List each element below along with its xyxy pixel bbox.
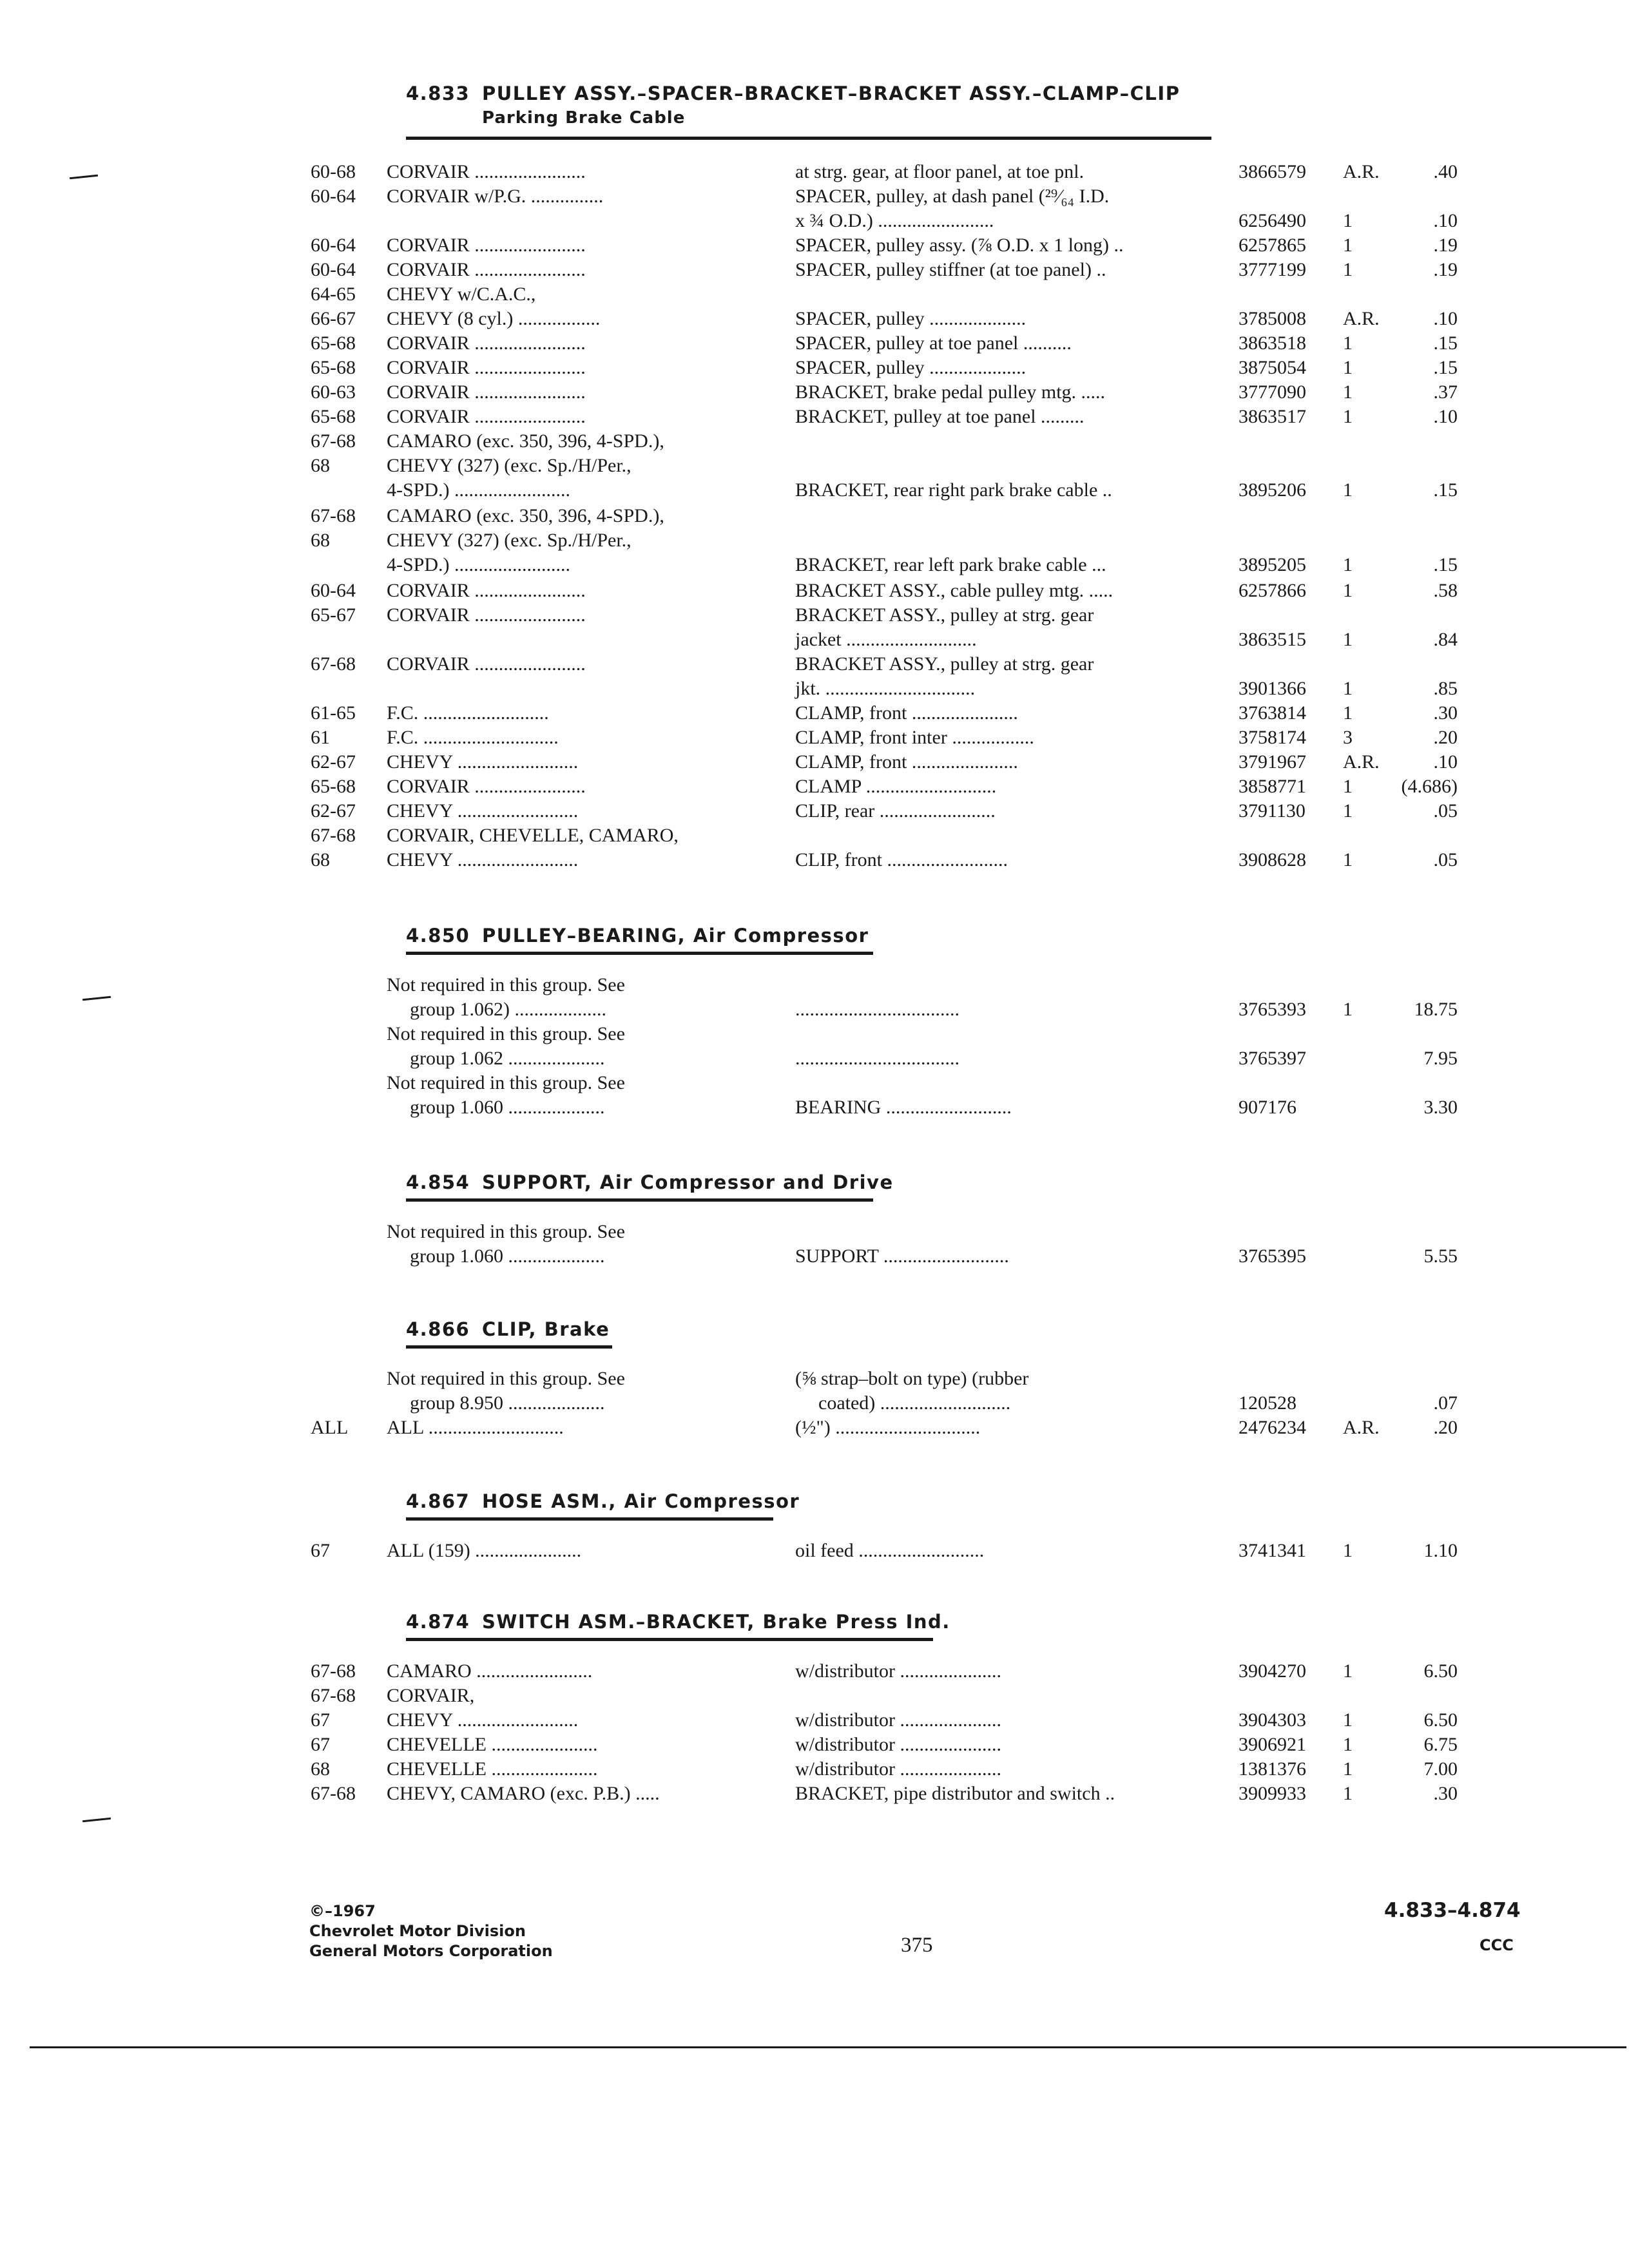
cell-year: 60-64	[311, 259, 356, 280]
cell-year: 67-68	[311, 1685, 356, 1706]
cell-price: 1.10	[1423, 1540, 1458, 1561]
cell-description: w/distributor .....................	[795, 1709, 1001, 1731]
cell-part-number: 3777090	[1239, 381, 1306, 403]
cell-part-number: 3765393	[1239, 999, 1306, 1020]
page-number: 375	[901, 1934, 933, 1957]
cell-description: CLIP, rear ........................	[795, 800, 996, 822]
cell-model: group 1.062 ....................	[410, 1048, 605, 1069]
cell-model: CAMARO ........................	[387, 1660, 593, 1682]
cell-year: 67-68	[311, 1660, 356, 1682]
cell-part-number: 6256490	[1239, 210, 1306, 231]
cell-model: CHEVY (8 cyl.) .................	[387, 308, 601, 329]
cell-part-number: 3863518	[1239, 332, 1306, 354]
cell-price: .30	[1433, 702, 1458, 724]
cell-year: 60-64	[311, 186, 356, 207]
cell-price: .10	[1433, 210, 1458, 231]
copyright: ©–1967	[309, 1902, 376, 1920]
margin-mark	[70, 175, 98, 180]
section-underline	[406, 1345, 612, 1349]
cell-model: Not required in this group. See	[387, 1368, 625, 1389]
cell-model: Not required in this group. See	[387, 1221, 625, 1242]
cell-part-number: 3763814	[1239, 702, 1306, 724]
cell-quantity: A.R.	[1343, 161, 1380, 182]
cell-description: w/distributor .....................	[795, 1758, 1001, 1780]
cell-quantity: 1	[1343, 381, 1353, 403]
bottom-rule	[30, 2046, 1626, 2048]
cell-quantity: 1	[1343, 332, 1353, 354]
cell-quantity: 1	[1343, 554, 1353, 575]
cell-part-number: 3758174	[1239, 727, 1306, 748]
cell-description: jacket ...........................	[795, 629, 977, 650]
cell-quantity: 1	[1343, 1783, 1353, 1804]
cell-description: x ¾ O.D.) ........................	[795, 210, 994, 231]
cell-quantity: 3	[1343, 727, 1353, 748]
cell-description: jkt. ...............................	[795, 678, 976, 699]
cell-price: (4.686)	[1401, 776, 1458, 797]
cell-part-number: 2476234	[1239, 1417, 1306, 1438]
cell-description: CLIP, front .........................	[795, 849, 1008, 870]
cell-description: SUPPORT ..........................	[795, 1245, 1009, 1267]
cell-quantity: 1	[1343, 210, 1353, 231]
cell-model: Not required in this group. See	[387, 1023, 625, 1044]
cell-price: .30	[1433, 1783, 1458, 1804]
cell-model: CHEVELLE ......................	[387, 1734, 598, 1755]
catalog-code: CCC	[1480, 1936, 1514, 1954]
cell-year: 61-65	[311, 702, 356, 724]
cell-description: SPACER, pulley ....................	[795, 357, 1027, 378]
cell-quantity: 1	[1343, 800, 1353, 822]
cell-quantity: 1	[1343, 702, 1353, 724]
cell-description: ..................................	[795, 999, 959, 1020]
section-title: HOSE ASM., Air Compressor	[482, 1490, 800, 1512]
cell-part-number: 3909933	[1239, 1783, 1306, 1804]
cell-year: 67-68	[311, 1783, 356, 1804]
cell-quantity: 1	[1343, 235, 1353, 256]
section-code: 4.874	[406, 1611, 470, 1633]
cell-price: 6.50	[1423, 1709, 1458, 1731]
cell-quantity: 1	[1343, 849, 1353, 870]
margin-mark	[82, 1818, 111, 1823]
cell-part-number: 3901366	[1239, 678, 1306, 699]
cell-year: 60-68	[311, 161, 356, 182]
cell-part-number: 3785008	[1239, 308, 1306, 329]
cell-description: SPACER, pulley assy. (⅞ O.D. x 1 long) ..	[795, 235, 1124, 256]
cell-year: 68	[311, 1758, 330, 1780]
cell-part-number: 3791130	[1239, 800, 1306, 822]
cell-quantity: 1	[1343, 1758, 1353, 1780]
section-code: 4.850	[406, 925, 470, 947]
cell-price: 6.50	[1423, 1660, 1458, 1682]
cell-price: .37	[1433, 381, 1458, 403]
cell-quantity: A.R.	[1343, 751, 1380, 773]
cell-price: .40	[1433, 161, 1458, 182]
cell-year: 62-67	[311, 751, 356, 773]
cell-price: .15	[1433, 479, 1458, 501]
cell-model: CHEVY, CAMARO (exc. P.B.) .....	[387, 1783, 660, 1804]
section-subtitle: Parking Brake Cable	[482, 108, 686, 128]
company-line-2: General Motors Corporation	[309, 1942, 553, 1960]
cell-part-number: 6257865	[1239, 235, 1306, 256]
cell-model: 4-SPD.) ........................	[387, 479, 571, 501]
cell-price: 7.95	[1423, 1048, 1458, 1069]
cell-model: Not required in this group. See	[387, 1072, 625, 1093]
cell-model: CORVAIR .......................	[387, 235, 586, 256]
cell-year: 60-64	[311, 235, 356, 256]
cell-model: CORVAIR, CHEVELLE, CAMARO,	[387, 825, 679, 846]
section-code: 4.867	[406, 1490, 470, 1512]
cell-description: BRACKET, pulley at toe panel .........	[795, 406, 1084, 427]
cell-model: CHEVY w/C.A.C.,	[387, 284, 536, 305]
cell-part-number: 3777199	[1239, 259, 1306, 280]
section-title: PULLEY–BEARING, Air Compressor	[482, 925, 869, 947]
cell-description: BEARING ..........................	[795, 1097, 1012, 1118]
cell-quantity: 1	[1343, 1709, 1353, 1731]
cell-description: BRACKET, pipe distributor and switch ..	[795, 1783, 1115, 1804]
cell-price: .20	[1433, 1417, 1458, 1438]
cell-price: .15	[1433, 554, 1458, 575]
cell-description: SPACER, pulley stiffner (at toe panel) ..	[795, 259, 1106, 280]
cell-description: ..................................	[795, 1048, 959, 1069]
cell-description: BRACKET, rear left park brake cable ...	[795, 554, 1106, 575]
section-underline	[406, 952, 873, 955]
cell-quantity: A.R.	[1343, 308, 1380, 329]
cell-year: 67-68	[311, 653, 356, 675]
cell-description: BRACKET, rear right park brake cable ..	[795, 479, 1112, 501]
cell-description: oil feed ..........................	[795, 1540, 985, 1561]
cell-quantity: 1	[1343, 678, 1353, 699]
cell-description: (½") ..............................	[795, 1417, 981, 1438]
cell-quantity: 1	[1343, 999, 1353, 1020]
cell-part-number: 3866579	[1239, 161, 1306, 182]
cell-part-number: 907176	[1239, 1097, 1296, 1118]
cell-price: .10	[1433, 406, 1458, 427]
section-code: 4.866	[406, 1318, 470, 1340]
cell-year: 62-67	[311, 800, 356, 822]
cell-model: CHEVY .........................	[387, 1709, 579, 1731]
cell-model: group 8.950 ....................	[410, 1392, 605, 1414]
cell-quantity: 1	[1343, 1540, 1353, 1561]
section-underline	[406, 1517, 773, 1521]
cell-model: CORVAIR .......................	[387, 604, 586, 626]
cell-description: w/distributor .....................	[795, 1660, 1001, 1682]
cell-price: 3.30	[1423, 1097, 1458, 1118]
cell-model: CORVAIR .......................	[387, 580, 586, 601]
section-underline	[406, 1198, 873, 1202]
cell-model: ALL (159) ......................	[387, 1540, 582, 1561]
cell-description: BRACKET ASSY., cable pulley mtg. .....	[795, 580, 1113, 601]
cell-model: CHEVY .........................	[387, 849, 579, 870]
cell-year: 68	[311, 455, 330, 476]
cell-price: .05	[1433, 800, 1458, 822]
cell-year: 67-68	[311, 430, 356, 452]
cell-part-number: 6257866	[1239, 580, 1306, 601]
cell-price: .20	[1433, 727, 1458, 748]
cell-quantity: 1	[1343, 1734, 1353, 1755]
cell-model: CHEVY (327) (exc. Sp./H/Per.,	[387, 530, 631, 551]
cell-model: CORVAIR .......................	[387, 332, 586, 354]
cell-model: CORVAIR .......................	[387, 653, 586, 675]
section-underline	[406, 1638, 933, 1641]
cell-part-number: 3741341	[1239, 1540, 1306, 1561]
cell-description: SPACER, pulley at toe panel ..........	[795, 332, 1072, 354]
cell-part-number: 3863515	[1239, 629, 1306, 650]
section-range: 4.833–4.874	[1384, 1899, 1521, 1922]
cell-model: group 1.062) ...................	[410, 999, 606, 1020]
cell-price: .15	[1433, 357, 1458, 378]
cell-price: .15	[1433, 332, 1458, 354]
cell-model: CORVAIR .......................	[387, 259, 586, 280]
cell-year: 65-68	[311, 357, 356, 378]
cell-price: .05	[1433, 849, 1458, 870]
cell-description: at strg. gear, at floor panel, at toe pnl.	[795, 161, 1084, 182]
cell-description: w/distributor .....................	[795, 1734, 1001, 1755]
cell-model: CORVAIR .......................	[387, 161, 586, 182]
cell-description: CLAMP, front inter .................	[795, 727, 1034, 748]
cell-model: ALL ............................	[387, 1417, 564, 1438]
cell-model: group 1.060 ....................	[410, 1245, 605, 1267]
cell-quantity: 1	[1343, 357, 1353, 378]
cell-model: CAMARO (exc. 350, 396, 4-SPD.),	[387, 430, 664, 452]
section-underline	[406, 137, 1211, 140]
section-title: PULLEY ASSY.–SPACER–BRACKET–BRACKET ASSY.–CLAMP–CLIP	[482, 82, 1181, 104]
cell-year: 67-68	[311, 505, 356, 526]
cell-quantity: 1	[1343, 776, 1353, 797]
cell-model: Not required in this group. See	[387, 974, 625, 995]
section-title: SWITCH ASM.–BRACKET, Brake Press Ind.	[482, 1611, 950, 1633]
cell-part-number: 120528	[1239, 1392, 1296, 1414]
cell-year: 66-67	[311, 308, 356, 329]
cell-model: CORVAIR w/P.G. ...............	[387, 186, 604, 207]
cell-model: CORVAIR .......................	[387, 776, 586, 797]
cell-description: SPACER, pulley, at dash panel (²⁹⁄₆₄ I.D.	[795, 186, 1110, 207]
cell-part-number: 3863517	[1239, 406, 1306, 427]
cell-model: CORVAIR .......................	[387, 406, 586, 427]
cell-description: coated) ...........................	[818, 1392, 1011, 1414]
cell-model: F.C. ..........................	[387, 702, 549, 724]
cell-price: .19	[1433, 259, 1458, 280]
cell-part-number: 3895206	[1239, 479, 1306, 501]
cell-price: .10	[1433, 308, 1458, 329]
cell-year: 65-67	[311, 604, 356, 626]
cell-year: 68	[311, 849, 330, 870]
cell-model: CAMARO (exc. 350, 396, 4-SPD.),	[387, 505, 664, 526]
cell-year: 60-63	[311, 381, 356, 403]
cell-model: CHEVY (327) (exc. Sp./H/Per.,	[387, 455, 631, 476]
cell-year: 65-68	[311, 776, 356, 797]
cell-description: CLAMP, front ......................	[795, 702, 1018, 724]
cell-quantity: 1	[1343, 580, 1353, 601]
company-line-1: Chevrolet Motor Division	[309, 1922, 526, 1940]
cell-price: .85	[1433, 678, 1458, 699]
margin-mark	[82, 996, 111, 1001]
cell-part-number: 3908628	[1239, 849, 1306, 870]
section-code: 4.854	[406, 1171, 470, 1193]
cell-model: F.C. ............................	[387, 727, 559, 748]
cell-price: .07	[1433, 1392, 1458, 1414]
cell-part-number: 3904270	[1239, 1660, 1306, 1682]
cell-description: CLAMP, front ......................	[795, 751, 1018, 773]
cell-part-number: 3858771	[1239, 776, 1306, 797]
cell-price: .58	[1433, 580, 1458, 601]
cell-price: 6.75	[1423, 1734, 1458, 1755]
cell-quantity: 1	[1343, 629, 1353, 650]
cell-part-number: 3895205	[1239, 554, 1306, 575]
cell-part-number: 3906921	[1239, 1734, 1306, 1755]
cell-price: .84	[1433, 629, 1458, 650]
cell-model: CORVAIR .......................	[387, 381, 586, 403]
cell-description: BRACKET ASSY., pulley at strg. gear	[795, 604, 1094, 626]
section-title: SUPPORT, Air Compressor and Drive	[482, 1171, 894, 1193]
cell-part-number: 3791967	[1239, 751, 1306, 773]
cell-description: SPACER, pulley ....................	[795, 308, 1027, 329]
cell-model: group 1.060 ....................	[410, 1097, 605, 1118]
cell-quantity: 1	[1343, 406, 1353, 427]
cell-description: BRACKET ASSY., pulley at strg. gear	[795, 653, 1094, 675]
cell-description: BRACKET, brake pedal pulley mtg. .....	[795, 381, 1106, 403]
cell-description: CLAMP ...........................	[795, 776, 997, 797]
cell-part-number: 1381376	[1239, 1758, 1306, 1780]
cell-price: 5.55	[1423, 1245, 1458, 1267]
cell-model: CORVAIR .......................	[387, 357, 586, 378]
cell-part-number: 3765395	[1239, 1245, 1306, 1267]
cell-model: CORVAIR,	[387, 1685, 475, 1706]
cell-year: 67	[311, 1709, 330, 1731]
cell-year: 61	[311, 727, 330, 748]
cell-year: 64-65	[311, 284, 356, 305]
cell-part-number: 3765397	[1239, 1048, 1306, 1069]
cell-year: 68	[311, 530, 330, 551]
cell-part-number: 3875054	[1239, 357, 1306, 378]
cell-year: 65-68	[311, 406, 356, 427]
cell-year: 67-68	[311, 825, 356, 846]
cell-price: .10	[1433, 751, 1458, 773]
cell-part-number: 3904303	[1239, 1709, 1306, 1731]
cell-model: 4-SPD.) ........................	[387, 554, 571, 575]
cell-year: 67	[311, 1540, 330, 1561]
cell-year: 67	[311, 1734, 330, 1755]
cell-model: CHEVY .........................	[387, 800, 579, 822]
cell-model: CHEVY .........................	[387, 751, 579, 773]
cell-price: .19	[1433, 235, 1458, 256]
cell-quantity: A.R.	[1343, 1417, 1380, 1438]
cell-price: 7.00	[1423, 1758, 1458, 1780]
cell-year: 60-64	[311, 580, 356, 601]
section-code: 4.833	[406, 82, 470, 104]
cell-quantity: 1	[1343, 479, 1353, 501]
cell-description: (⅝ strap–bolt on type) (rubber	[795, 1368, 1029, 1389]
cell-year: ALL	[311, 1417, 349, 1438]
cell-quantity: 1	[1343, 1660, 1353, 1682]
cell-price: 18.75	[1414, 999, 1458, 1020]
cell-quantity: 1	[1343, 259, 1353, 280]
section-title: CLIP, Brake	[482, 1318, 610, 1340]
cell-year: 65-68	[311, 332, 356, 354]
cell-model: CHEVELLE ......................	[387, 1758, 598, 1780]
